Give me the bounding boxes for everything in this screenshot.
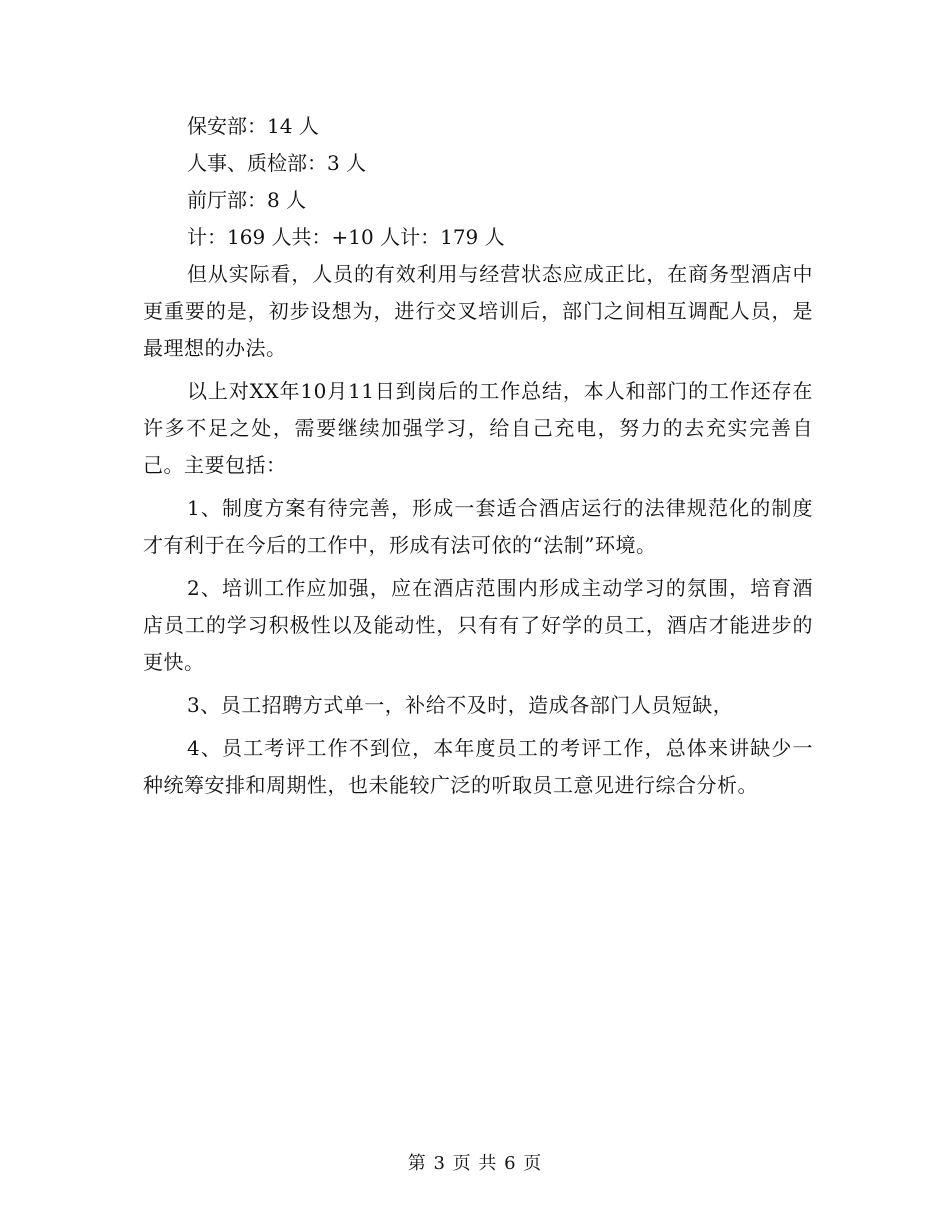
paragraph-item-2: 2、培训工作应加强，应在酒店范围内形成主动学习的氛围，培育酒店员工的学习积极性以及能动性，只有有了好学的员工，酒店才能进步的更快。 xyxy=(143,576,813,674)
paragraph-summary: 以上对XX年10月11日到岗后的工作总结，本人和部门的工作还存在许多不足之处，需要继续加强学习，给自己充电，努力的去充实完善自己。主要包括： xyxy=(143,379,813,477)
document-body xyxy=(143,108,813,804)
paragraph-item-1: 1、制度方案有待完善，形成一套适合酒店运行的法律规范化的制度才有利于在今后的工作中，形成有法可依的“法制”环境。 xyxy=(143,496,813,557)
staff-count-security: 保安部：14 人 xyxy=(187,114,319,138)
paragraph-item-3: 3、员工招聘方式单一，补给不及时，造成各部门人员短缺， xyxy=(187,693,734,717)
page-number: 第 3 页 共 6 页 xyxy=(407,1153,543,1174)
staff-count-total: 计：169 人共：+10 人计：179 人 xyxy=(187,225,505,249)
staff-count-front-office: 前厅部：8 人 xyxy=(187,188,307,212)
paragraph-cross-training: 但从实际看，人员的有效利用与经营状态应成正比，在商务型酒店中更重要的是，初步设想为，进行交叉培训后，部门之间相互调配人员，是最理想的办法。 xyxy=(143,262,813,360)
paragraph-item-4: 4、员工考评工作不到位，本年度员工的考评工作，总体来讲缺少一种统筹安排和周期性，也未能较广泛的听取员工意见进行综合分析。 xyxy=(143,736,813,797)
staff-count-hr-qc: 人事、质检部：3 人 xyxy=(187,151,367,175)
